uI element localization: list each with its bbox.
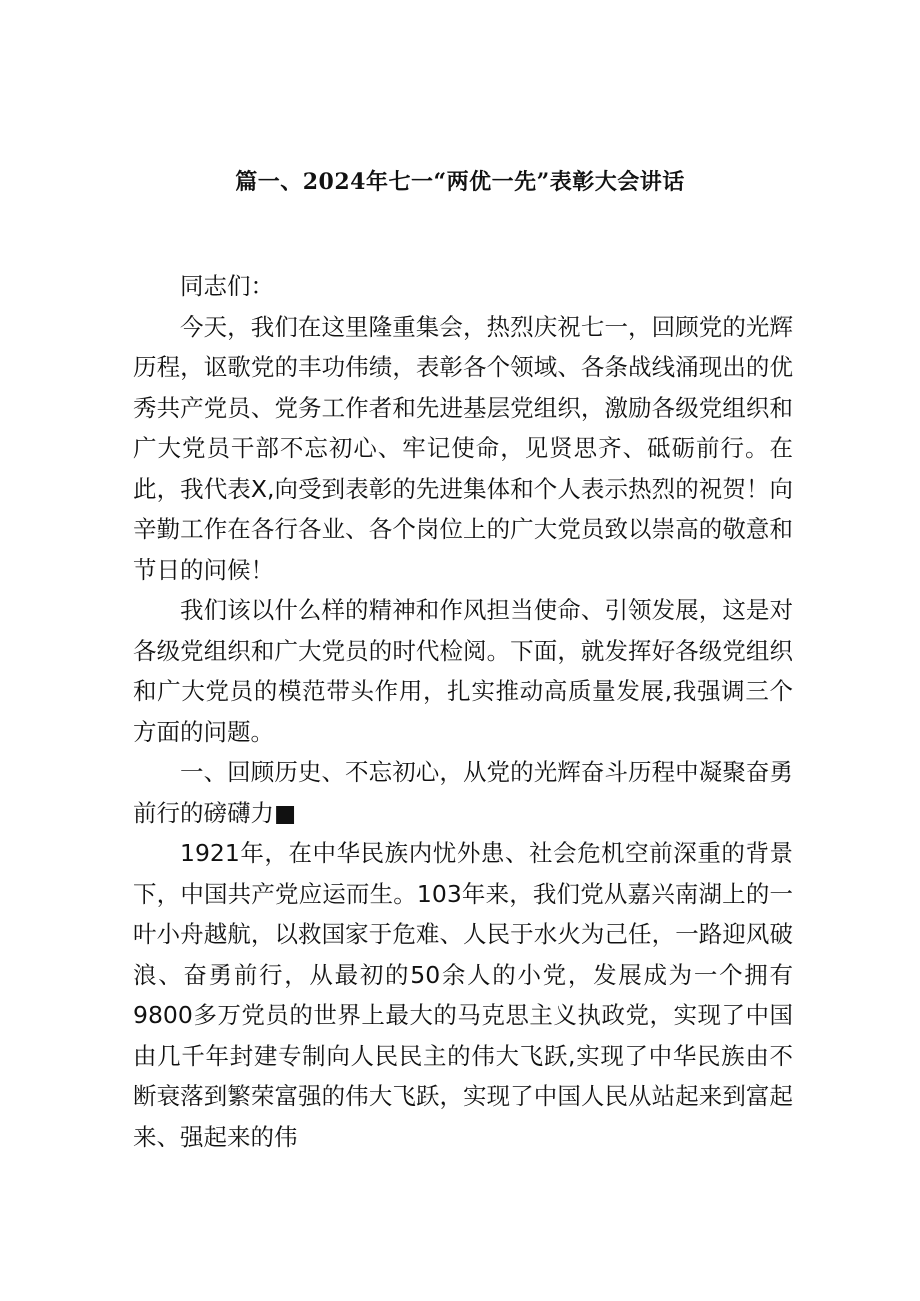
- intro-paragraph: 我们该以什么样的精神和作风担当使命、引领发展，这是对各级党组织和广大党员的时代检阅。下面，就发挥好各级党组织和广大党员的模范带头作用，扎实推动高质量发展,我强调三个方面的问题。: [133, 596, 793, 746]
- history-paragraph: 1921年，在中华民族内忧外患、社会危机空前深重的背景下，中国共产党应运而生。103年来，我们党从嘉兴南湖上的一叶小舟越航，以救国家于危难、人民于水火为己任，一路迎风破浪、奋勇前行，从最初的50余人的小党，发展成为一个拥有9800多万党员的世界上最大的马克思主义执政党，实现了中国由几千年封建专制向人民民主的伟大飞跃,实现了中华民族由不断衰落到繁荣富强的伟大飞跃，实现了中国人民从站起来到富起来、强起来的伟: [133, 839, 793, 1151]
- section-heading-1: 一、回顾历史、不忘初心，从党的光辉奋斗历程中凝聚奋勇前行的磅礴力■: [133, 758, 793, 827]
- salutation-paragraph: 同志们：: [180, 272, 274, 300]
- document-title: 篇一、2024年七一“两优一先”表彰大会讲话: [235, 169, 685, 195]
- document-body: [133, 266, 793, 1157]
- opening-paragraph: 今天，我们在这里隆重集会，热烈庆祝七一，回顾党的光辉历程，讴歌党的丰功伟绩，表彰各个领域、各条战线涌现出的优秀共产党员、党务工作者和先进基层党组织，激励各级党组织和广大党员干部不忘初心、牢记使命，见贤思齐、砥砺前行。在此，我代表X,向受到表彰的先进集体和个人表示热烈的祝贺！向辛勤工作在各行各业、各个岗位上的广大党员致以崇高的敬意和节日的问候！: [133, 312, 793, 584]
